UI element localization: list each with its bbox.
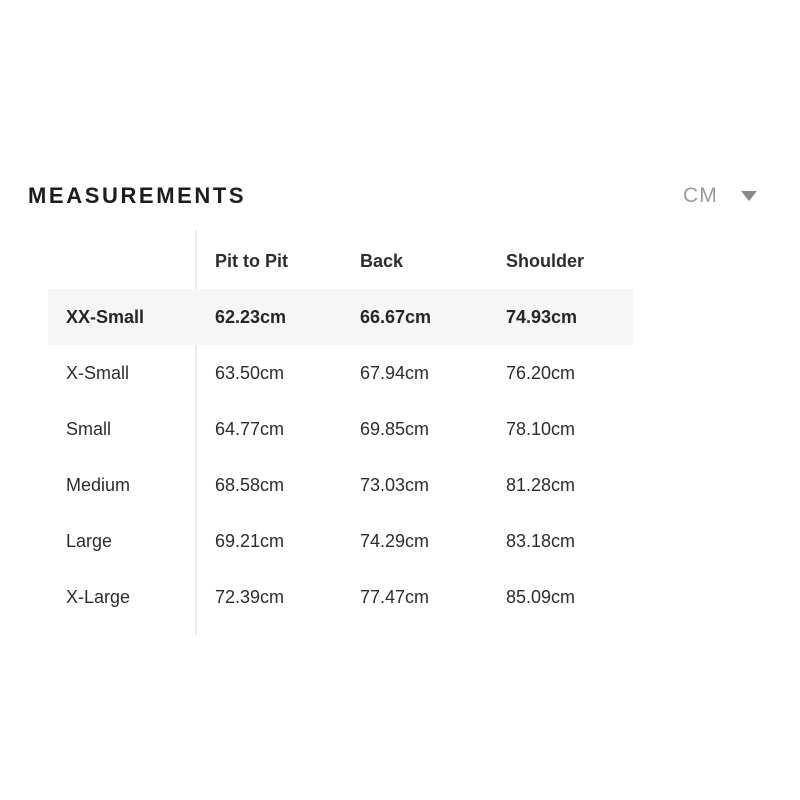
measurement-value: 68.58cm [215,474,285,495]
measurement-value: 74.93cm [506,306,578,327]
chevron-down-icon [741,191,757,201]
measurement-value: 69.21cm [215,530,285,551]
size-label: X-Small [66,362,130,383]
measurement-value: 72.39cm [215,586,285,607]
measurement-value: 76.20cm [506,362,576,383]
column-header-size [48,233,215,289]
table-row[interactable] [48,513,633,569]
measurement-value: 73.03cm [360,474,430,495]
table-row[interactable] [48,457,633,513]
measurements-table-body [48,289,633,625]
column-header-pit-to-pit: Pit to Pit [215,250,288,271]
table-row[interactable] [48,289,633,345]
size-label: Medium [66,474,131,495]
size-label: X-Large [66,586,131,607]
measurement-value: 67.94cm [360,362,430,383]
column-header-back: Back [360,250,404,271]
measurement-value: 69.85cm [360,418,430,439]
measurement-value: 74.29cm [360,530,430,551]
column-header-shoulder: Shoulder [506,250,585,271]
size-label: XX-Small [66,306,145,327]
table-row[interactable] [48,569,633,625]
unit-selector[interactable] [683,184,757,208]
table-row[interactable] [48,345,633,401]
measurements-table [48,233,633,625]
measurement-value: 77.47cm [360,586,430,607]
measurement-value: 85.09cm [506,586,576,607]
measurement-value: 81.28cm [506,474,576,495]
measurement-value: 63.50cm [215,362,285,383]
panel-header [28,180,757,212]
page-title: MEASUREMENTS [28,183,247,208]
unit-selector-value: CM [682,184,718,207]
table-row[interactable] [48,401,633,457]
size-label: Large [66,530,113,551]
table-header [48,233,633,289]
size-label: Small [66,418,112,439]
measurement-value: 83.18cm [506,530,576,551]
measurement-value: 64.77cm [215,418,285,439]
measurement-value: 78.10cm [506,418,576,439]
measurement-value: 62.23cm [215,306,287,327]
measurement-value: 66.67cm [360,306,432,327]
